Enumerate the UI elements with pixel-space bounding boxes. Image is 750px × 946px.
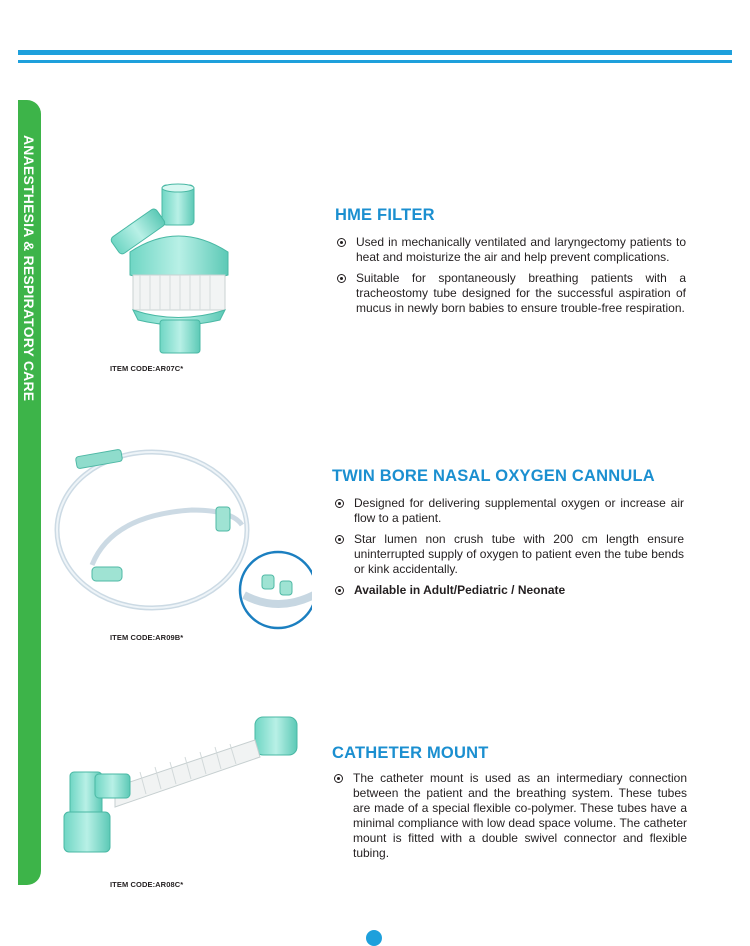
item-code-hme-filter: ITEM CODE:AR07C* <box>110 364 184 373</box>
bullet-icon <box>337 274 346 283</box>
product-title-catheter-mount: CATHETER MOUNT <box>332 744 489 762</box>
header-band-top <box>18 50 732 55</box>
bullet-icon <box>337 238 346 247</box>
list-item: Star lumen non crush tube with 200 cm length ensure uninterrupted supply of oxygen to patient even the tube bends or kink accidentally. <box>334 532 684 577</box>
item-code-nasal-cannula: ITEM CODE:AR09B* <box>110 633 184 642</box>
bullet-icon <box>334 774 343 783</box>
list-item: Used in mechanically ventilated and laryngectomy patients to heat and moisturize the air and help prevent complications. <box>336 235 686 265</box>
catheter-mount-bullets <box>333 771 687 867</box>
hme-filter-bullets <box>336 235 686 322</box>
item-code-catheter-mount: ITEM CODE:AR08C* <box>110 880 184 889</box>
bullet-icon <box>335 586 344 595</box>
bullet-icon <box>335 499 344 508</box>
header-band-bottom <box>18 60 732 63</box>
page-marker <box>366 930 382 946</box>
list-item: Available in Adult/Pediatric / Neonate <box>334 583 684 598</box>
product-title-nasal-cannula: TWIN BORE NASAL OXYGEN CANNULA <box>332 467 655 485</box>
bullet-icon <box>335 535 344 544</box>
product-title-hme-filter: HME FILTER <box>335 206 435 224</box>
list-item: Designed for delivering supplemental oxygen or increase air flow to a patient. <box>334 496 684 526</box>
hme-filter-icon <box>100 180 270 360</box>
category-label: ANAESTHESIA & RESPIRATORY CARE <box>21 135 37 402</box>
list-item: Suitable for spontaneously breathing patients with a tracheostomy tube designed for the successful aspiration of mucus in newly born babies to ensure trouble-free respiration. <box>336 271 686 316</box>
list-item: The catheter mount is used as an intermediary connection between the patient and the breathing system. These tubes are made of a special flexible co-polymer. These tubes have a minimal compliance with low dead space volume. The catheter mount is fitted with a double swivel connector and flexible tubing. <box>333 771 687 861</box>
nasal-cannula-icon <box>52 435 312 635</box>
catheter-mount-icon <box>60 712 310 862</box>
nasal-cannula-bullets <box>334 496 684 604</box>
